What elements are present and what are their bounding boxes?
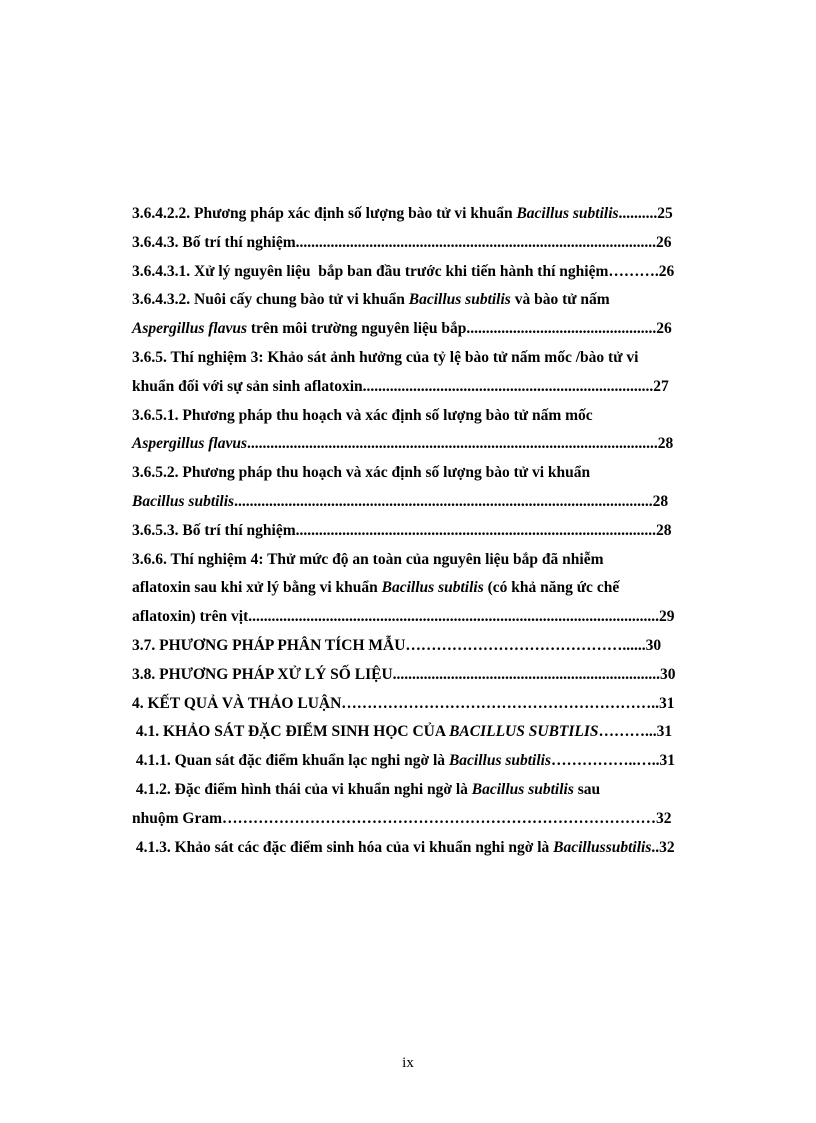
toc-entry-text: aflatoxin) trên vịt..........................................................................................................29 xyxy=(132,608,675,626)
toc-entry-text: 3.8. PHƯƠNG PHÁP XỬ LÝ SỐ LIỆU.....................................................................30 xyxy=(132,665,676,683)
toc-entry xyxy=(0,574,816,602)
toc-entry xyxy=(0,603,816,631)
toc-entry-text: ..........................................................................................................28 xyxy=(246,435,674,453)
toc-entry-text: ............................................................................................................28 xyxy=(234,493,669,510)
toc-entry-text: 3.6.4.3. Bố trí thí nghiệm.............................................................................................26 xyxy=(132,233,672,251)
toc-entry-text: 3.6.4.2.2. Phương pháp xác định số lượng bào tử vi khuẩn xyxy=(132,205,517,222)
toc-entry xyxy=(0,459,816,487)
toc-entry xyxy=(0,373,816,401)
toc-entry-text: (có khả năng ức chế xyxy=(483,579,620,597)
toc-entry-text: ……………..…..31 xyxy=(551,752,676,770)
toc-entry-text: ..32 xyxy=(651,838,675,856)
toc-entry-text: 3.6.5.3. Bố trí thí nghiệm.............................................................................................28 xyxy=(132,521,672,539)
toc-entry-text: 4. KẾT QUẢ VÀ THẢO LUẬN……………………………………………………..31 xyxy=(132,694,675,712)
toc-entry-text: trên môi trường nguyên liệu bắp.................................................26 xyxy=(246,320,672,338)
toc-entry xyxy=(0,632,816,660)
toc-entry-text: sau xyxy=(573,781,601,798)
toc-entry xyxy=(0,834,816,862)
toc-entry-text: 3.7. PHƯƠNG PHÁP PHÂN TÍCH MẪU……………………………………......30 xyxy=(132,637,662,654)
toc-entry-text: 4.1.2. Đặc điểm hình thái của vi khuẩn nghi ngờ là xyxy=(132,781,472,798)
toc-entry-italic-text: Bacillussubtilis xyxy=(553,838,652,856)
toc-entry-italic-text: Bacillus subtilis xyxy=(448,752,552,770)
toc-entry xyxy=(0,402,816,430)
toc-entry xyxy=(0,200,816,228)
toc-entry xyxy=(0,315,816,343)
toc-entry-italic-text: Bacillus subtilis xyxy=(471,781,574,798)
toc-entry-text: 4.1.1. Quan sát đặc điểm khuẩn lạc nghi ngờ là xyxy=(132,752,449,770)
toc-entry-text: 4.1.3. Khảo sát các đặc điểm sinh hóa của vi khuẩn nghi ngờ là xyxy=(132,838,554,856)
toc-entry-text: aflatoxin sau khi xử lý bằng vi khuẩn xyxy=(132,579,382,597)
toc-entry xyxy=(0,229,816,257)
page-number: ix xyxy=(402,1055,414,1071)
toc-entry-italic-text: Bacillus subtilis xyxy=(516,205,619,222)
toc-entry xyxy=(0,718,816,746)
toc-entry-text: 3.6.6. Thí nghiệm 4: Thử mức độ an toàn của nguyên liệu bắp đã nhiễm xyxy=(132,550,604,568)
toc-entry xyxy=(0,286,816,314)
toc-entry-italic-text: Bacillus subtilis xyxy=(381,579,484,597)
toc-entry xyxy=(0,546,816,574)
toc-entry-text: 3.6.5.1. Phương pháp thu hoạch và xác định số lượng bào tử nấm mốc xyxy=(132,406,593,424)
toc-entry xyxy=(0,776,816,804)
toc-entry-italic-text: Bacillus subtilis xyxy=(408,291,511,309)
toc-entry xyxy=(0,690,816,718)
toc-entry xyxy=(0,747,816,775)
toc-entry-text: khuẩn đối với sự sản sinh aflatoxin...........................................................................27 xyxy=(132,377,669,395)
toc-entry-text: nhuộm Gram…………………………………………………………………………32 xyxy=(132,809,672,827)
toc-entry xyxy=(0,805,816,833)
toc-entry-italic-text: Bacillus subtilis xyxy=(132,493,235,510)
toc-entry-text: 3.6.5. Thí nghiệm 3: Khảo sát ảnh hưởng của tỷ lệ bào tử nấm mốc /bào tử vi xyxy=(132,349,639,366)
toc-entry-text: và bào tử nấm xyxy=(510,291,610,309)
toc-entry-italic-text: Aspergillus flavus xyxy=(132,320,247,338)
toc-entry-text: 3.6.4.3.2. Nuôi cấy chung bào tử vi khuẩn xyxy=(132,291,409,309)
toc-entry-text: ..........25 xyxy=(618,205,673,222)
toc-entry-text: 3.6.5.2. Phương pháp thu hoạch và xác định số lượng bào tử vi khuẩn xyxy=(132,464,591,482)
toc-entry-italic-text: BACILLUS SUBTILIS xyxy=(449,723,599,741)
toc-entry-italic-text: Aspergillus flavus xyxy=(132,435,247,453)
toc-entry-text: ………...31 xyxy=(598,723,673,741)
toc-entry-text: 4.1. KHẢO SÁT ĐẶC ĐIỂM SINH HỌC CỦA xyxy=(132,723,450,741)
toc-entry xyxy=(0,661,816,689)
toc-entry xyxy=(0,517,816,545)
toc-entry xyxy=(0,258,816,286)
toc-entry-text: 3.6.4.3.1. Xử lý nguyên liệu bắp ban đầu trước khi tiến hành thí nghiệm……….26 xyxy=(132,262,675,280)
toc-entry xyxy=(0,488,816,516)
toc-entry xyxy=(0,344,816,372)
toc-entry xyxy=(0,430,816,458)
